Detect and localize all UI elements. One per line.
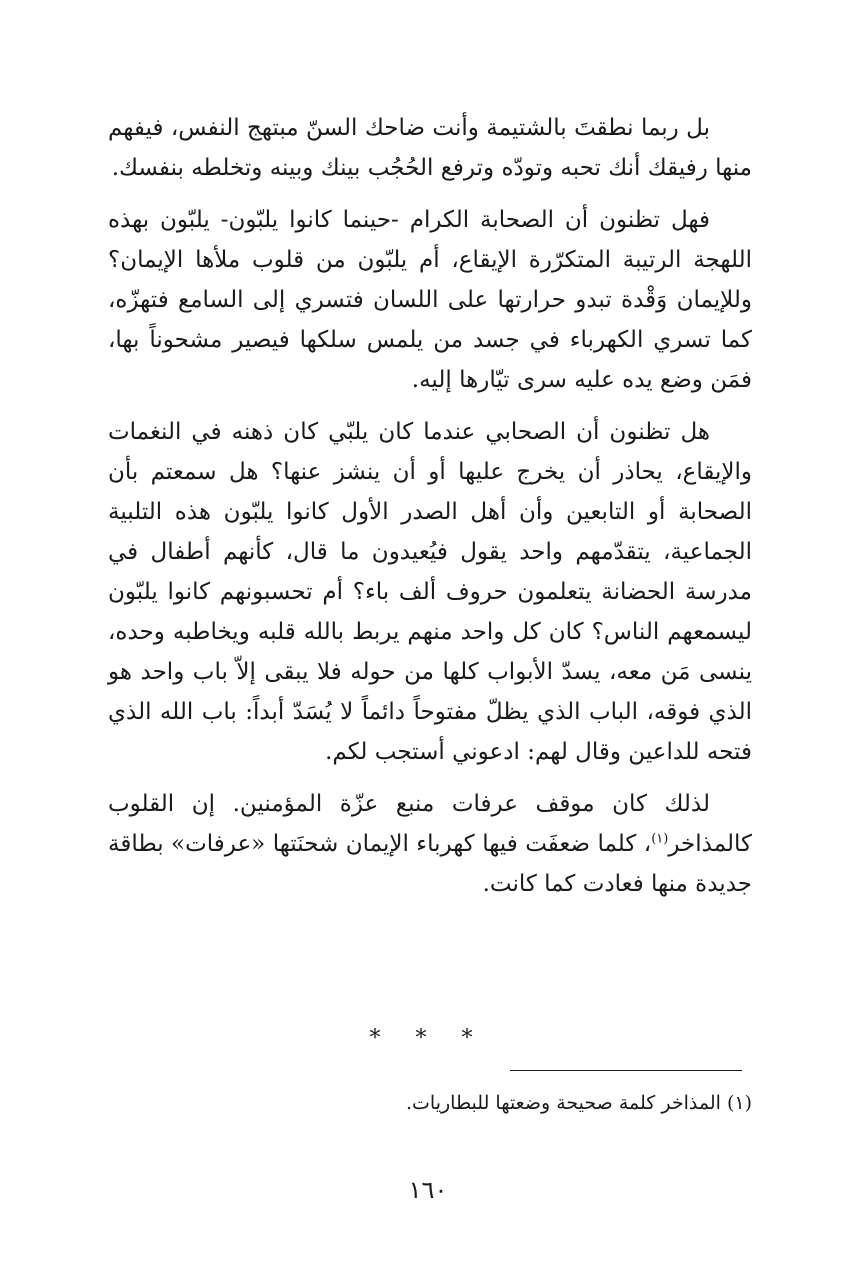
paragraph-2: فهل تظنون أن الصحابة الكرام -حينما كانوا يلبّون- يلبّون بهذه اللهجة الرتيبة المتكرّرة الإيقاع، أم يلبّون من قلوب ملأها الإيمان؟ وللإيمان وَقْدة تبدو حرارتها على اللسان فتسري إلى السامع فتهزّه، كما تسري الكهرباء في جسد من يلمس سلكها فيصير مشحوناً بها، فمَن وضع يده عليه سرى تيّارها إليه. <box>108 207 752 393</box>
paragraph-4 <box>108 784 752 904</box>
paragraph-4-text-start: لذلك كان موقف عرفات منبع عزّة المؤمنين. إن القلوب كالمذاخر <box>108 791 752 857</box>
footnote: (١) المذاخر كلمة صحيحة وضعتها للبطاريات. <box>406 1092 752 1114</box>
page-number: ١٦٠ <box>408 1176 448 1204</box>
footnote-divider <box>510 1070 742 1071</box>
paragraph-4-text-end: ، كلما ضعفَت فيها كهرباء الإيمان شحنَتها «عرفات» بطاقة جديدة منها فعادت كما كانت. <box>108 831 752 897</box>
paragraph-1: بل ربما نطقتَ بالشتيمة وأنت ضاحك السنّ مبتهج النفس، فيفهم منها رفيقك أنك تحبه وتودّه وترفع الحُجُب بينك وبينه وتخلطه بنفسك. <box>108 115 752 181</box>
paragraph-3: هل تظنون أن الصحابي عندما كان يلبّي كان ذهنه في النغمات والإيقاع، يحاذر أن يخرج عليها أو أن ينشز عنها؟ هل سمعتم بأن الصحابة أو التابعين وأن أهل الصدر الأول كانوا يلبّون هذه التلبية الجماعية، يتقدّمهم واحد يقول فيُعيدون ما قال، كأنهم أطفال في مدرسة الحضانة يتعلمون حروف ألف باء؟ أم تحسبونهم كانوا يلبّون ليسمعهم الناس؟ كان كل واحد منهم يربط بالله قلبه ويخاطبه وحده، ينسى مَن معه، يسدّ الأبواب كلها من حوله فلا يبقى إلاّ باب واحد هو الذي فوقه، الباب الذي يظلّ مفتوحاً دائماً لا يُسَدّ أبداً: باب الله الذي فتحه للداعين وقال لهم: ادعوني أستجب لكم. <box>108 419 752 765</box>
footnote-reference: (١) <box>651 831 669 847</box>
page-body <box>108 108 752 916</box>
section-separator: * * * <box>369 1026 487 1051</box>
